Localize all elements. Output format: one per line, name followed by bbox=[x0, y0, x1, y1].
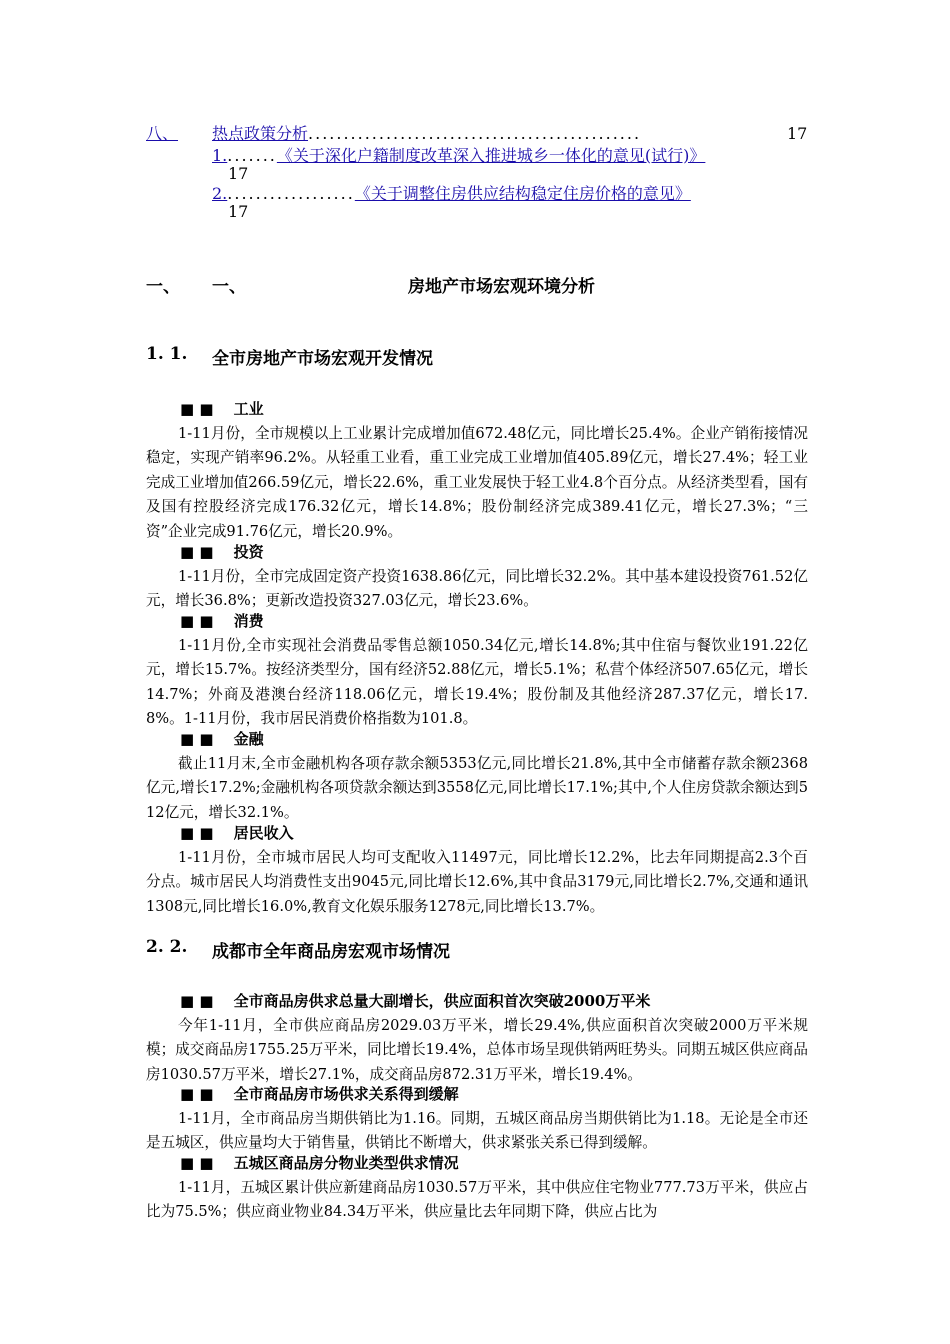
paragraph-investment: 1-11月份，全市完成固定资产投资1638.86亿元，同比增长32.2%。其中基本建设投资761.52亿元，增长36.8%；更新改造投资327.03亿元，增长23.6%。 bbox=[146, 567, 808, 610]
bullet-square-icon: ■ ■ bbox=[180, 400, 214, 418]
paragraph-property-types: 1-11月，五城区累计供应新建商品房1030.57万平米，其中供应住宅物业777.73万平米，供应占比为75.5%；供应商业物业84.34万平米，供应量比去年同期下降，供应占比为 bbox=[146, 1178, 808, 1221]
subsection-number-1: 1. 1. bbox=[146, 344, 188, 364]
bullet-square-icon: ■ ■ bbox=[180, 1085, 214, 1103]
bullet-heading-text: 金融 bbox=[233, 730, 264, 748]
subsection-number-2: 2. 2. bbox=[146, 937, 188, 957]
paragraph-consumption: 1-11月份,全市实现社会消费品零售总额1050.34亿元,增长14.8%;其中住宿与餐饮业191.22亿元，增长15.7%。按经济类型分，国有经济52.88亿元，增长5.1%；私营个体经济507.65亿元，增长14.7%；外商及港澳台经济118.06亿元，增长19.4%；股份制及其他经济287.37亿元，增长17.8%。1-11月份，我市居民消费价格指数为101.8。 bbox=[146, 636, 808, 728]
bullet-square-icon: ■ ■ bbox=[180, 824, 214, 842]
subsection-title-1: 全市房地产市场宏观开发情况 bbox=[212, 349, 433, 369]
paragraph-supply-total: 今年1-11月，全市供应商品房2029.03万平米，增长29.4%,供应面积首次突破2000万平米规模；成交商品房1755.25万平米，同比增长19.4%，总体市场呈现供销两旺势头。同期五城区供应商品房1030.57万平米，增长27.1%，成交商品房872.31万平米，增长19.4%。 bbox=[146, 1016, 808, 1083]
bullet-heading-text: 全市商品房市场供求关系得到缓解 bbox=[233, 1085, 459, 1103]
bullet-square-icon: ■ ■ bbox=[180, 543, 214, 561]
toc-leader-dots: .................. bbox=[227, 184, 355, 203]
toc-sub-title-2[interactable]: 《关于调整住房供应结构稳定住房价格的意见》 bbox=[354, 184, 691, 203]
toc-sub-number-1[interactable]: 1. bbox=[212, 146, 228, 165]
toc-leader-dots: ............................................... bbox=[308, 124, 642, 143]
toc-sub-number-2[interactable]: 2. bbox=[212, 184, 228, 203]
bullet-heading-text: 居民收入 bbox=[233, 824, 294, 842]
section-title: 房地产市场宏观环境分析 bbox=[408, 277, 595, 297]
bullet-square-icon: ■ ■ bbox=[180, 992, 214, 1010]
section-number-repeat: 一、 bbox=[212, 277, 246, 297]
toc-main-title[interactable]: 热点政策分析 bbox=[212, 124, 309, 143]
paragraph-supply-demand: 1-11月，全市商品房当期供销比为1.16。同期，五城区商品房当期供销比为1.18。无论是全市还是五城区，供应量均大于销售量，供销比不断增大，供求紧张关系已得到缓解。 bbox=[146, 1109, 808, 1152]
bullet-square-icon: ■ ■ bbox=[180, 612, 214, 630]
bullet-heading-text: 投资 bbox=[233, 543, 264, 561]
bullet-heading-income bbox=[180, 822, 294, 843]
paragraph-income: 1-11月份，全市城市居民人均可支配收入11497元，同比增长12.2%，比去年同期提高2.3个百分点。城市居民人均消费性支出9045元,同比增长12.6%,其中食品3179元,同比增长2.7%,交通和通讯1308元,同比增长16.0%,教育文化娱乐服务1278元,同比增长13.7%。 bbox=[146, 848, 808, 915]
paragraph-industry: 1-11月份，全市规模以上工业累计完成增加值672.48亿元，同比增长25.4%。企业产销衔接情况稳定，实现产销率96.2%。从轻重工业看，重工业完成工业增加值405.89亿元，增长27.4%；轻工业完成工业增加值266.59亿元，增长22.6%，重工业发展快于轻工业4.8个百分点。从经济类型看，国有及国有控股经济完成176.32亿元，增长14.8%；股份制经济完成389.41亿元，增长27.3%；“三资”企业完成91.76亿元，增长20.9%。 bbox=[146, 424, 808, 540]
toc-sub-title-1[interactable]: 《关于深化户籍制度改革深入推进城乡一体化的意见(试行)》 bbox=[276, 146, 706, 165]
toc-main-entry[interactable] bbox=[212, 124, 808, 144]
toc-sub-page-2[interactable]: 17 bbox=[228, 202, 249, 221]
toc-main-page[interactable]: 17 bbox=[787, 124, 808, 143]
bullet-heading-consumption bbox=[180, 610, 264, 631]
toc-sub-entry-1[interactable] bbox=[212, 146, 705, 166]
toc-leader-dots: ....... bbox=[227, 146, 277, 165]
bullet-heading-property-types bbox=[180, 1152, 459, 1173]
bullet-square-icon: ■ ■ bbox=[180, 730, 214, 748]
paragraph-finance: 截止11月末,全市金融机构各项存款余额5353亿元,同比增长21.8%,其中全市储蓄存款余额2368亿元,增长17.2%;金融机构各项贷款余额达到3558亿元,同比增长17.1%;其中,个人住房贷款余额达到512亿元，增长32.1%。 bbox=[146, 754, 808, 821]
section-number: 一、 bbox=[146, 277, 180, 297]
bullet-square-icon: ■ ■ bbox=[180, 1154, 214, 1172]
bullet-heading-finance bbox=[180, 728, 264, 749]
bullet-heading-investment bbox=[180, 541, 264, 562]
bullet-heading-text: 工业 bbox=[233, 400, 264, 418]
bullet-heading-supply-total bbox=[180, 990, 650, 1011]
subsection-title-2: 成都市全年商品房宏观市场情况 bbox=[212, 942, 450, 962]
bullet-heading-text: 消费 bbox=[233, 612, 264, 630]
toc-sub-entry-2[interactable] bbox=[212, 184, 691, 204]
bullet-heading-supply-demand bbox=[180, 1083, 459, 1104]
toc-sub-page-1[interactable]: 17 bbox=[228, 164, 249, 183]
bullet-heading-text: 五城区商品房分物业类型供求情况 bbox=[233, 1154, 459, 1172]
toc-main-number[interactable]: 八、 bbox=[146, 124, 179, 143]
bullet-heading-industry bbox=[180, 398, 264, 419]
bullet-heading-text: 全市商品房供求总量大副增长，供应面积首次突破2000万平米 bbox=[233, 992, 651, 1010]
